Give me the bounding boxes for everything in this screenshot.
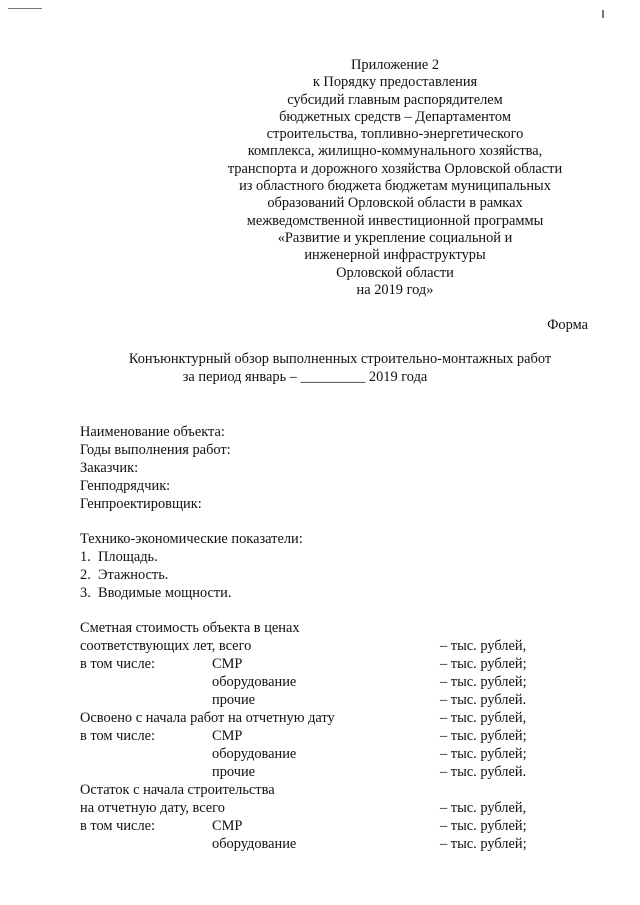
in-that-number-label: в том числе:	[80, 656, 156, 672]
remaining-item-value: – тыс. рублей;	[440, 818, 527, 834]
indicator-item	[80, 585, 231, 602]
indicator-number: 3.	[80, 585, 91, 601]
mastered-item-value: – тыс. рублей;	[440, 746, 527, 762]
scan-mark	[602, 10, 604, 18]
indicator-text: Вводимые мощности.	[98, 585, 232, 601]
remaining-item-value: – тыс. рублей;	[440, 836, 527, 852]
mastered-total-value: – тыс. рублей,	[440, 710, 527, 726]
title-line-1: Конъюнктурный обзор выполненных строительно-монтажных работ	[128, 351, 552, 367]
appendix-line: строительства, топливно-энергетического	[266, 126, 524, 143]
indicator-number: 1.	[80, 549, 91, 565]
field-work-years: Годы выполнения работ:	[80, 442, 231, 458]
remaining-item-label: оборудование	[212, 836, 297, 852]
appendix-line: образований Орловской области в рамках	[267, 195, 523, 212]
estimate-item-value: – тыс. рублей;	[440, 674, 527, 690]
remaining-label-2: на отчетную дату, всего	[80, 800, 225, 816]
indicators-heading: Технико-экономические показатели:	[80, 531, 303, 547]
estimate-item-label: прочие	[212, 692, 256, 708]
in-that-number-label: в том числе:	[80, 728, 156, 744]
mastered-item-label: СМР	[212, 728, 243, 744]
estimate-item-value: – тыс. рублей.	[440, 692, 527, 708]
field-object-name: Наименование объекта:	[80, 424, 225, 440]
appendix-line: межведомственной инвестиционной программы	[246, 212, 544, 229]
mastered-item-value: – тыс. рублей;	[440, 728, 527, 744]
estimate-item-label: СМР	[212, 656, 243, 672]
estimate-total-value: – тыс. рублей,	[440, 638, 527, 654]
appendix-line: транспорта и дорожного хозяйства Орловской области	[227, 160, 563, 177]
remaining-label: Остаток с начала строительства	[80, 782, 275, 798]
scan-mark	[8, 8, 42, 9]
appendix-line: бюджетных средств – Департаментом	[279, 108, 511, 125]
appendix-line: из областного бюджета бюджетам муниципальных	[239, 178, 551, 195]
mastered-item-label: оборудование	[212, 746, 297, 762]
appendix-line: на 2019 год»	[356, 281, 434, 298]
indicator-text: Этажность.	[98, 567, 169, 583]
mastered-item-label: прочие	[212, 764, 256, 780]
estimate-cost-label: Сметная стоимость объекта в ценах	[80, 620, 300, 636]
remaining-total-value: – тыс. рублей,	[440, 800, 527, 816]
indicator-item	[80, 567, 168, 584]
estimate-item-label: оборудование	[212, 674, 297, 690]
in-that-number-label: в том числе:	[80, 818, 156, 834]
appendix-header	[200, 57, 590, 299]
field-customer: Заказчик:	[80, 460, 139, 476]
document-title	[70, 351, 610, 386]
title-line-2: за период январь – _________ 2019 года	[182, 368, 428, 385]
appendix-line: комплекса, жилищно-коммунального хозяйства,	[247, 143, 543, 160]
indicator-text: Площадь.	[98, 549, 158, 565]
indicator-item	[80, 549, 158, 566]
appendix-line: субсидий главным распорядителем	[287, 91, 503, 108]
form-label: Форма	[547, 317, 588, 333]
mastered-label: Освоено с начала работ на отчетную дату	[80, 710, 335, 726]
appendix-line: инженерной инфраструктуры	[304, 247, 486, 264]
field-general-designer: Генпроектировщик:	[80, 496, 202, 512]
appendix-line: к Порядку предоставления	[312, 74, 478, 91]
appendix-line: «Развитие и укрепление социальной и	[277, 229, 513, 246]
estimate-item-value: – тыс. рублей;	[440, 656, 527, 672]
remaining-item-label: СМР	[212, 818, 243, 834]
mastered-item-value: – тыс. рублей.	[440, 764, 527, 780]
appendix-line: Орловской области	[336, 264, 454, 281]
field-general-contractor: Генподрядчик:	[80, 478, 171, 494]
appendix-line: Приложение 2	[350, 57, 440, 73]
estimate-cost-label-2: соответствующих лет, всего	[80, 638, 252, 654]
indicator-number: 2.	[80, 567, 91, 583]
